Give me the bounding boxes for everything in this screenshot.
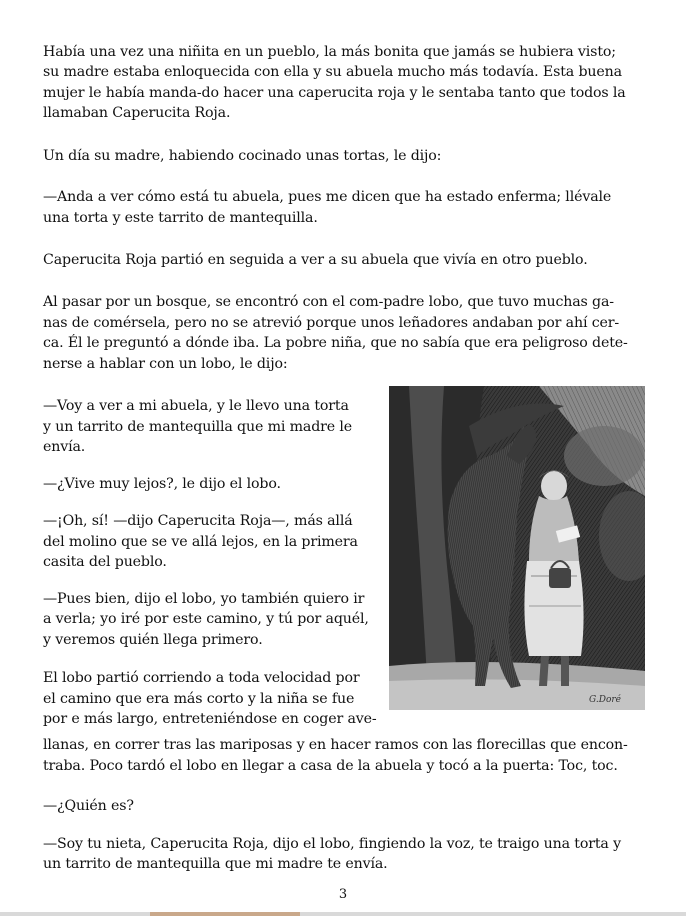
page-number: 3 <box>338 887 348 902</box>
page-bottom-accent <box>150 912 300 916</box>
text-line: —¡Oh, sí! —dijo Caperucita Roja—, más allá <box>43 513 353 529</box>
text-line: un tarrito de mantequilla que mi madre te envía. <box>43 856 388 872</box>
text-line: nerse a hablar con un lobo, le dijo: <box>43 356 288 372</box>
illustration-signature: G.Doré <box>589 695 621 705</box>
text-line: y un tarrito de mantequilla que mi madre le <box>43 419 353 435</box>
text-line: El lobo partió corriendo a toda velocidad por <box>43 670 360 686</box>
text-line: Un día su madre, habiendo cocinado unas tortas, le dijo: <box>43 148 442 164</box>
text-line: una torta y este tarrito de mantequilla. <box>43 210 318 226</box>
text-line: por e más largo, entreteniéndose en coger ave- <box>43 711 377 727</box>
text-line: —Pues bien, dijo el lobo, yo también quiero ir <box>43 591 365 607</box>
text-line: envía. <box>43 439 86 455</box>
text-line: casita del pueblo. <box>43 554 167 570</box>
text-line: —¿Quién es? <box>43 798 134 814</box>
text-line: —Soy tu nieta, Caperucita Roja, dijo el lobo, fingiendo la voz, te traigo una torta y <box>43 836 621 852</box>
text-line: traba. Poco tardó el lobo en llegar a casa de la abuela y tocó a la puerta: Toc, toc. <box>43 758 618 774</box>
text-line: —¿Vive muy lejos?, le dijo el lobo. <box>43 476 281 492</box>
page-bottom-divider <box>0 912 686 916</box>
wolf-and-girl-engraving-icon <box>389 386 645 710</box>
text-line: ca. Él le preguntó a dónde iba. La pobre niña, que no sabía que era peligroso dete- <box>43 335 628 351</box>
text-line: Al pasar por un bosque, se encontró con el com-padre lobo, que tuvo muchas ga- <box>43 294 614 310</box>
text-line: llanas, en correr tras las mariposas y en hacer ramos con las florecillas que encon- <box>43 737 628 753</box>
text-line: del molino que se ve allá lejos, en la primera <box>43 534 358 550</box>
text-line: el camino que era más corto y la niña se fue <box>43 691 355 707</box>
text-line: —Voy a ver a mi abuela, y le llevo una torta <box>43 398 349 414</box>
text-line: mujer le había manda-do hacer una caperucita roja y le sentaba tanto que todos la <box>43 85 626 101</box>
text-line: llamaban Caperucita Roja. <box>43 105 231 121</box>
text-line: su madre estaba enloquecida con ella y su abuela mucho más todavía. Esta buena <box>43 64 622 80</box>
text-line: Había una vez una niñita en un pueblo, la más bonita que jamás se hubiera visto; <box>43 44 616 60</box>
text-line: —Anda a ver cómo está tu abuela, pues me dicen que ha estado enferma; llévale <box>43 189 612 205</box>
text-line: y veremos quién llega primero. <box>43 632 263 648</box>
text-line: Caperucita Roja partió en seguida a ver a su abuela que vivía en otro pueblo. <box>43 252 588 268</box>
text-line: a verla; yo iré por este camino, y tú por aquél, <box>43 611 369 627</box>
text-line: nas de comérsela, pero no se atrevió porque unos leñadores andaban por ahí cer- <box>43 315 620 331</box>
